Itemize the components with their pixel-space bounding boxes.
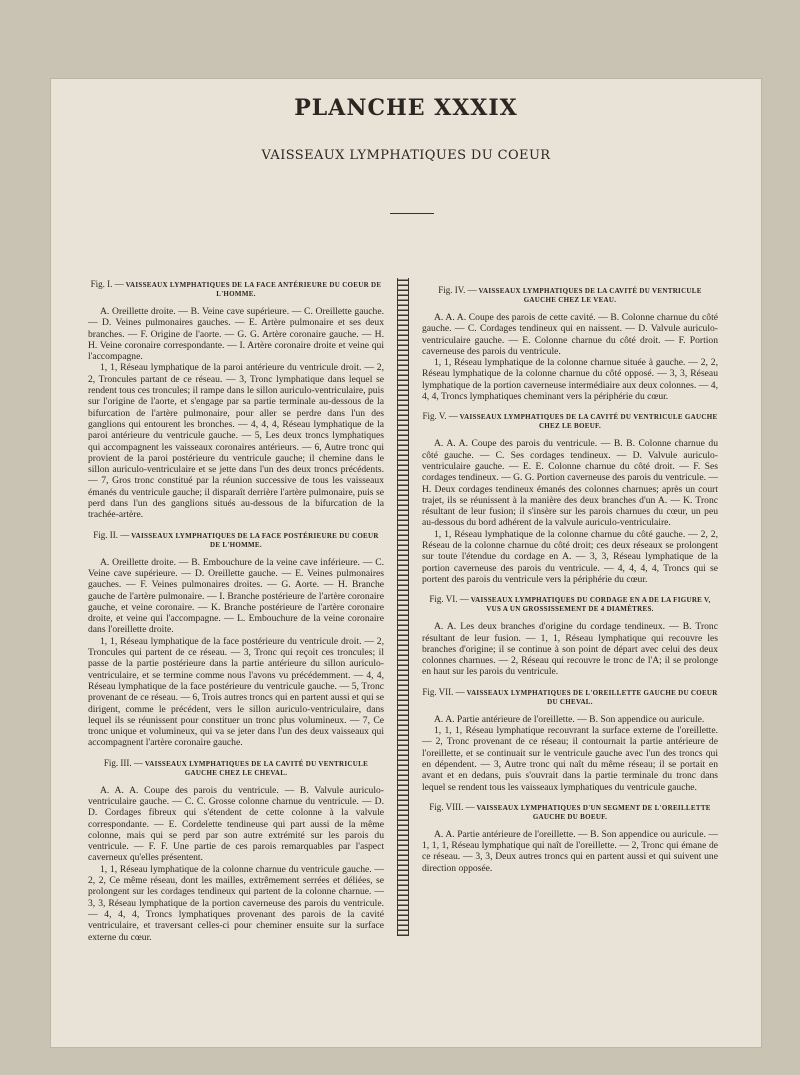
figure-number: Fig. VI. —	[429, 594, 469, 605]
figure-legend	[88, 759, 384, 943]
figure-title: VAISSEAUX LYMPHATIQUES DU CORDAGE EN A DE LA FIGURE V, VUS A UN GROSSISSEMENT DE 4 DIAMÈTRES.	[470, 596, 711, 614]
figure-legend	[422, 803, 718, 874]
left-column	[88, 280, 384, 953]
figure-number: Fig. III. —	[103, 757, 143, 768]
plate-subtitle: VAISSEAUX LYMPHATIQUES DU COEUR	[261, 148, 551, 163]
legend-paragraph: A. A. A. Coupe des parois de cette cavité. — B. Colonne charnue du côté gauche. — C. Cordages tendineux qui en naissent. — D. Valvule auriculo-ventriculaire gauche. — E. Colonne charnue du côté droit. — F. Portion caverneuse des parois du ventricule.	[422, 312, 718, 357]
figure-number: Fig. VII. —	[422, 686, 465, 697]
figure-legend	[88, 531, 384, 749]
title-rule	[390, 213, 434, 214]
figure-heading	[422, 688, 718, 707]
legend-paragraph: A. A. Les deux branches d'origine du cordage tendineux. — B. Tronc résultant de leur fusion. — 1, 1, Réseau lymphatique qui recouvre les branches d'origine; il se continue à son point de départ avec celui des deux colonnes charnues. — 2, Réseau qui recouvre le tronc de l'A; il se prolonge en haut sur les parois du ventricule.	[422, 621, 718, 678]
legend-paragraph: A. Oreillette droite. — B. Veine cave supérieure. — C. Oreillette gauche. — D. Veines pulmonaires gauches. — E. Artère pulmonaire et ses deux branches. — F. Origine de l'aorte. — G. G. Artère coronaire gauche. — H. H. Veine coronaire correspondante. — I. Artère coronaire droite et veine qui l'accompagne.	[88, 306, 384, 363]
legend-paragraph: A. A. Partie antérieure de l'oreillette. — B. Son appendice ou auricule.	[434, 713, 705, 725]
figure-number: Fig. V. —	[422, 411, 458, 422]
figure-legend	[422, 412, 718, 585]
figure-title: VAISSEAUX LYMPHATIQUES DE LA FACE POSTÉRIEURE DU COEUR DE L'HOMME.	[131, 531, 379, 549]
figure-heading	[422, 286, 718, 305]
legend-paragraph: A. A. A. Coupe des parois du ventricule. — B. Valvule auriculo-ventriculaire gauche. — C. C. Grosse colonne charnue du ventricule. — D. D. Cordages fibreux qui s'étendent de cette colonne à la valvule correspondante. — E. Cordelette tendineuse qui part aussi de la même colonne, mais qui se perd par son autre extrémité sur les parois du ventricule. — F. F. Une partie de ces parois remarquables par l'aspect caverneux qu'elles présentent.	[88, 784, 384, 864]
column-divider	[397, 278, 409, 936]
plate-title: PLANCHE XXXIX	[294, 95, 518, 121]
figure-title: VAISSEAUX LYMPHATIQUES DE LA CAVITÉ DU VENTRICULE GAUCHE CHEZ LE VEAU.	[478, 287, 702, 304]
legend-paragraph: 1, 1, Réseau lymphatique de la colonne charnue du ventricule gauche. — 2, 2, Ce même réseau, dont les mailles, extrêmement serrées et déliées, se prolongent sur les cordages tendineux qui partent de la colonne charnue. — 3, 3, Réseau lymphatique de la portion caverneuse des parois du ventricule. — 4, 4, 4, Troncs lymphatiques provenant des parois de la cavité ventriculaire, et traversant celles-ci pour cheminer ensuite sur la surface externe du cœur.	[88, 863, 384, 943]
legend-paragraph: 1, 1, Réseau lymphatique de la paroi antérieure du ventricule droit. — 2, 2, Troncules partant de ce réseau. — 3, Tronc lymphatique dans lequel se rendent tous ces troncules; il rampe dans le sillon auriculo-ventriculaire, puis sur l'origine de l'aorte, et s'engage par sa partie terminale au-dessous de la bifurcation de l'artère pulmonaire, pour aller se perdre dans l'un des ganglions qui entourent les bronches. — 4, 4, 4, Réseau lymphatique de la paroi antérieure du ventricule gauche. — 5, Les deux troncs lymphatiques qui accompagnent les vaisseaux coronaires antérieurs. — 6, Autre tronc qui provient de la paroi postérieure du ventricule gauche; il chemine dans le sillon auriculo-ventriculaire et se jette dans l'un des deux troncs précédents. — 7, Gros tronc constitué par la réunion successive de tous les vaisseaux émanés du ventricule gauche; il disparaît derrière l'artère pulmonaire, puis se perd dans l'un des ganglions situés au-dessous de la bifurcation de la trachée-artère.	[88, 362, 384, 521]
figure-heading	[88, 280, 384, 299]
legend-paragraph: 1, 1, Réseau lymphatique de la face postérieure du ventricule droit. — 2, Troncules qui partent de ce réseau. — 3, Tronc qui reçoit ces troncules; il passe de la partie postérieure dans la partie antérieure du sillon auriculo-ventriculaire, et se termine comme nous l'avons vu précédemment. — 4, 4, Réseau lymphatique de la face postérieure du ventricule gauche. — 5, Tronc provenant de ce réseau. — 6, Trois autres troncs qui en partent aussi et qui se dirigent, comme le précédent, vers le sillon auriculo-ventriculaire, dans lequel ils se réunissent pour constituer un tronc plus volumineux. — 7, Ce tronc unique et volumineux, qui va se jeter dans l'un des deux vaisseaux qui accompagnent l'artère coronaire gauche.	[88, 635, 385, 749]
figure-number: Fig. II. —	[93, 529, 130, 540]
legend-paragraph: 1, 1, Réseau lymphatique de la colonne charnue du côté gauche. — 2, 2, Réseau de la colonne charnue du côté droit; ces deux réseaux se prolongent sur toute l'étendue du cordage en A. — 3, 3, Réseau lymphatique de la portion caverneuse des parois du ventricule. — 4, 4, 4, 4, Troncs qui se portent des parois du ventricule vers la périphérie du cœur.	[422, 528, 718, 585]
figure-title: VAISSEAUX LYMPHATIQUES DE LA CAVITÉ DU VENTRICULE GAUCHE CHEZ LE CHEVAL.	[144, 759, 369, 777]
figure-heading	[422, 803, 718, 822]
figure-legend	[88, 280, 384, 521]
figure-title: VAISSEAUX LYMPHATIQUES D'UN SEGMENT DE L'OREILLETTE GAUCHE DU BOEUF.	[476, 803, 711, 821]
figure-legend	[422, 595, 718, 677]
right-column	[422, 286, 718, 884]
legend-paragraph: 1, 1, Réseau lymphatique de la colonne charnue située à gauche. — 2, 2, Réseau lymphatique de la colonne charnue du côté opposé. — 3, 3, Réseau lymphatique de la portion caverneuse intermédiaire aux deux colonnes. — 4, 4, 4, Troncs lymphatiques cheminant vers la périphérie du cœur.	[422, 357, 718, 403]
figure-number: Fig. VIII. —	[429, 801, 475, 812]
plate-sheet	[50, 78, 762, 1048]
legend-paragraph: A. A. Partie antérieure de l'oreillette. — B. Son appendice ou auricule. — 1, 1, 1, Réseau lymphatique qui naît de l'oreillette. — 2, Tronc qui émane de ce réseau. — 3, 3, Deux autres troncs qui en partent aussi et qui suivent une direction opposée.	[422, 828, 718, 874]
figure-heading	[88, 759, 384, 778]
figure-title: VAISSEAUX LYMPHATIQUES DE LA CAVITÉ DU VENTRICULE GAUCHE CHEZ LE BOEUF.	[459, 413, 718, 431]
figure-heading	[422, 595, 718, 614]
legend-paragraph: A. Oreillette droite. — B. Embouchure de la veine cave inférieure. — C. Veine cave supérieure. — D. Oreillette gauche. — E. Veines pulmonaires gauches. — F. Veines pulmonaires droites. — G. Aorte. — H. Branche gauche de l'artère pulmonaire. — I. Branche postérieure de l'artère coronaire gauche, et veine coronaire. — K. Branche postérieure de l'artère coronaire droite, et veine qui l'accompagne. — L. Embouchure de la veine coronaire dans l'oreillette droite.	[88, 556, 384, 636]
figure-legend	[422, 286, 718, 402]
legend-paragraph: 1, 1, 1, Réseau lymphatique recouvrant la surface externe de l'oreillette. — 2, Tronc provenant de ce réseau; il contournait la partie antérieure de l'oreillette, et se continuait sur le ventricule gauche avec l'un des troncs qui en dépendent. — 3, Autre tronc qui naît du même réseau; il se portait en avant et en dedans, puis s'ouvrait dans la partie terminale du tronc dans lequel se rendent tous les vaisseaux lymphatiques du ventricule gauche.	[422, 725, 718, 793]
figure-title: VAISSEAUX LYMPHATIQUES DE LA FACE ANTÉRIEURE DU COEUR DE L'HOMME.	[125, 281, 382, 298]
figure-number: Fig. IV. —	[438, 285, 477, 295]
figure-legend	[422, 688, 718, 793]
legend-paragraph: A. A. A. Coupe des parois du ventricule. — B. B. Colonne charnue du côté gauche. — C. Ses cordages tendineux. — D. Valvule auriculo-ventriculaire gauche. — E. E. Colonne charnue du côté droit. — F. Ses cordages tendineux. — G. G. Portion caverneuse des parois du ventricule. — H. Deux cordages tendineux émanés des colonnes charnues; après un court trajet, ils se réunissent à la manière des deux branches d'un A. — K. Tronc résultant de leur fusion; il s'insère sur les parois charnues du cœur, un peu au-dessous du bord adhérent de la valvule auriculo-ventriculaire.	[422, 438, 718, 529]
figure-title: VAISSEAUX LYMPHATIQUES DE L'OREILLETTE GAUCHE DU COEUR DU CHEVAL.	[466, 688, 718, 706]
figure-heading	[422, 412, 718, 431]
figure-number: Fig. I. —	[90, 279, 124, 289]
figure-heading	[88, 531, 384, 550]
